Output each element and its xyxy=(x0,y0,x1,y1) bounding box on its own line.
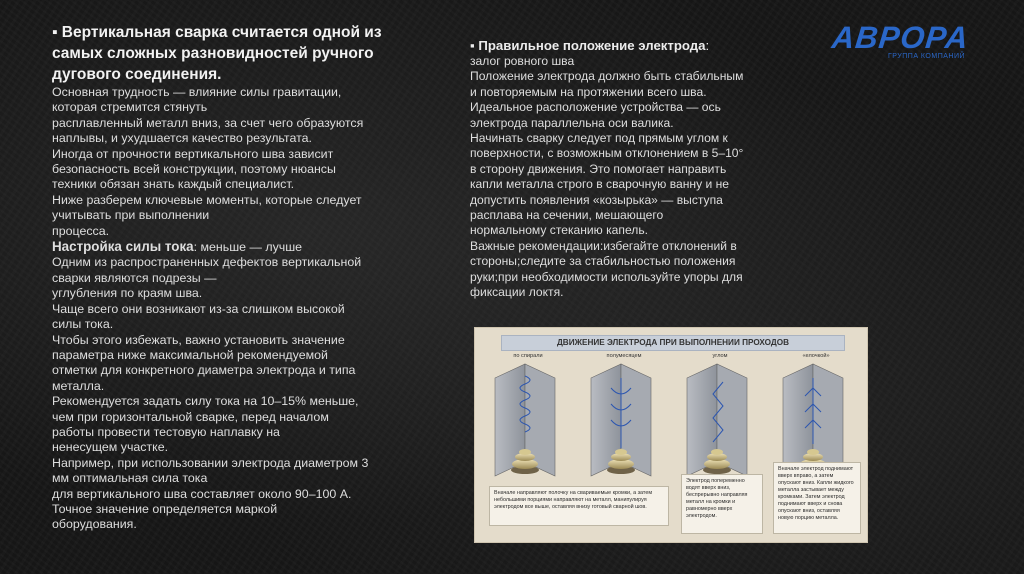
body-line: мм оптимальная сила тока xyxy=(52,471,208,486)
intro-line: техники обязан знать каждый специалист. xyxy=(52,177,295,192)
current-subheading-bold: Настройка силы тока xyxy=(52,239,194,255)
figure-title-bar xyxy=(501,335,845,351)
right-line: фиксации локтя. xyxy=(470,285,564,300)
figure-title: ДВИЖЕНИЕ ЭЛЕКТРОДА ПРИ ВЫПОЛНЕНИИ ПРОХОДОВ xyxy=(556,338,790,347)
body-line: Точное значение определяется маркой xyxy=(52,501,278,516)
left-intro xyxy=(52,85,412,239)
left-column xyxy=(52,22,412,533)
body-line: отметки для конкретного диаметра электрода и типа xyxy=(52,363,356,378)
movement-label-herringbone: «елочкой» xyxy=(802,353,830,359)
right-line: капли металла строго в сварочную ванну и не xyxy=(470,177,730,192)
right-line: поверхности, с возможным отклонением в 5–10° xyxy=(470,146,744,161)
intro-line: Основная трудность — влияние силы гравитации, xyxy=(52,85,342,99)
logo-subtext: ГРУППА КОМПАНИЙ xyxy=(888,53,966,60)
right-line: Важные рекомендации:избегайте отклонений в xyxy=(470,238,737,253)
right-line: Начинать сварку следует под прямым углом к xyxy=(470,131,728,146)
right-line: Идеальное расположение устройства — ось xyxy=(470,100,721,115)
electrode-movement-figure xyxy=(474,327,868,543)
caption-spiral: Вначале направляют полочку на свариваемые кромки, а затем небольшими порциями направляют на металл, манипулируя электродом все выше, оставляя внизу готовый сварной шов. xyxy=(489,486,669,526)
left-body xyxy=(52,255,412,532)
intro-line: которая стремится стянуть xyxy=(52,100,208,115)
right-line: и повторяемым на протяжении всего шва. xyxy=(470,84,707,99)
intro-line: безопасность всей конструкции, поэтому нюансы xyxy=(52,162,336,177)
caption-angle: Электрод попеременно водят вверх вниз, беспрерывно направляя металл на кромки и равномерно вверх электродом. xyxy=(681,474,763,534)
electrode-position-heading xyxy=(470,38,800,54)
diagram-crescent xyxy=(591,364,651,476)
company-logo xyxy=(832,20,1004,64)
body-line: оборудования. xyxy=(52,517,137,532)
right-line: стороны;следите за стабильностью положения xyxy=(470,254,736,269)
body-line: углубления по краям шва. xyxy=(52,286,203,301)
right-line: в сторону движения. Это помогает направить xyxy=(470,161,727,176)
body-line: чем при горизонтальной сварке, перед началом xyxy=(52,409,329,424)
body-line: Чтобы этого избежать, важно установить значение xyxy=(52,332,345,347)
movement-label-spiral: по спирали xyxy=(513,353,543,359)
diagram-herringbone xyxy=(783,364,843,476)
electrode-position-heading-bold: ▪ Правильное положение электрода xyxy=(470,38,706,53)
right-line: нормальному стеканию капель. xyxy=(470,223,648,238)
diagram-spiral xyxy=(495,364,555,476)
electrode-position-heading-rest: : xyxy=(705,38,710,53)
right-line: расплава на сечении, мешающего xyxy=(470,208,664,223)
movement-label-angle: углом xyxy=(712,353,728,359)
right-line: Положение электрода должно быть стабильным xyxy=(470,69,744,84)
logo-text: АВРОРА xyxy=(830,20,971,55)
intro-line: процесса. xyxy=(52,223,110,238)
intro-line: расплавленный металл вниз, за счет чего образуются xyxy=(52,115,364,130)
body-line: Одним из распространенных дефектов вертикальной xyxy=(52,255,362,270)
left-lead-heading: ▪ Вертикальная сварка считается одной из самых сложных разновидностей ручного дугового соединения. xyxy=(52,24,382,83)
current-subheading-rest: : меньше — лучше xyxy=(193,240,303,255)
body-line: для вертикального шва составляет около 90–100 А. xyxy=(52,486,352,501)
body-line: ненесущем участке. xyxy=(52,440,169,455)
body-line: Чаще всего они возникают из-за слишком высокой xyxy=(52,301,345,316)
body-line: Рекомендуется задать силу тока на 10–15% меньше, xyxy=(52,394,359,409)
body-line: работы провести тестовую наплавку на xyxy=(52,424,280,439)
right-line: руки;при необходимости используйте упоры для xyxy=(470,269,743,284)
intro-line: учитывать при выполнении xyxy=(52,208,210,223)
body-line: металла. xyxy=(52,378,105,393)
diagram-angle xyxy=(687,364,747,476)
body-line: сварки являются подрезы — xyxy=(52,270,217,285)
current-subheading xyxy=(52,239,412,255)
right-line: залог ровного шва xyxy=(470,54,575,68)
right-column xyxy=(470,38,800,301)
intro-line: наплывы, и ухудшается качество результата. xyxy=(52,131,312,146)
intro-line: Ниже разберем ключевые моменты, которые следует xyxy=(52,192,362,207)
body-line: силы тока. xyxy=(52,317,114,332)
intro-line: Иногда от прочности вертикального шва зависит xyxy=(52,146,334,161)
body-line: параметра ниже максимальной рекомендуемой xyxy=(52,347,328,362)
caption-herringbone: Вначале электрод поднимают вверх вправо, а затем опускают вниз. Капли жидкого металла застывает между кромками. Затем электрод поднимают вверх и снова опускают вниз, оставляя новую порцию металла. xyxy=(773,462,861,534)
body-line: Например, при использовании электрода диаметром 3 xyxy=(52,455,369,470)
right-line: допустить появления «козырька» — выступа xyxy=(470,192,723,207)
right-line: электрода параллельна оси валика. xyxy=(470,115,674,130)
movement-label-crescent: полумесяцем xyxy=(606,353,642,359)
